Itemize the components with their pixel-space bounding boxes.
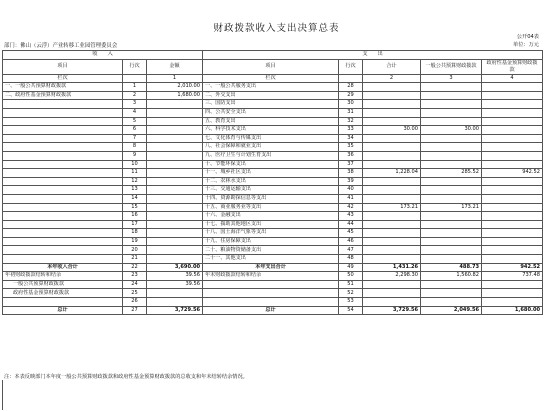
expense-total xyxy=(363,246,421,255)
expense-item: 十一、城乡社区支出 xyxy=(203,169,339,178)
expense-general-budget: 488.73 xyxy=(421,263,482,272)
income-amount xyxy=(147,220,203,229)
income-amount: 3,729.56 xyxy=(147,306,203,315)
table-row xyxy=(3,263,543,272)
expense-general-budget xyxy=(421,255,482,264)
expense-total xyxy=(363,194,421,203)
income-item xyxy=(3,143,123,152)
expense-gov-fund xyxy=(482,212,543,221)
expense-row-no: 30 xyxy=(339,100,363,109)
income-amount xyxy=(147,143,203,152)
expense-total xyxy=(363,177,421,186)
department-label: 部门：佛山（云浮）产业转移工业园管理委员会 xyxy=(4,43,118,49)
income-item xyxy=(3,160,123,169)
income-item: 政府性基金预算财政拨款 xyxy=(3,289,123,298)
expense-total xyxy=(363,108,421,117)
expense-row-no: 40 xyxy=(339,186,363,195)
income-row-no: 22 xyxy=(123,263,147,272)
table-row xyxy=(3,134,543,143)
income-row-no: 4 xyxy=(123,108,147,117)
expense-general-budget xyxy=(421,83,482,92)
expense-gov-fund xyxy=(482,255,543,264)
expense-row-no: 36 xyxy=(339,151,363,160)
expense-general-budget: 173.21 xyxy=(421,203,482,212)
expense-general-budget xyxy=(421,298,482,307)
expense-general-budget xyxy=(421,134,482,143)
income-amount xyxy=(147,194,203,203)
col-amount: 金额 xyxy=(147,59,203,74)
expense-gov-fund xyxy=(482,194,543,203)
expense-general-budget xyxy=(421,160,482,169)
expense-total: 3,729.56 xyxy=(363,306,421,315)
table-row xyxy=(3,246,543,255)
expense-gov-fund xyxy=(482,91,543,100)
expense-total xyxy=(363,212,421,221)
expense-row-no: 48 xyxy=(339,255,363,264)
income-row-no: 3 xyxy=(123,100,147,109)
income-item xyxy=(3,298,123,307)
expense-general-budget xyxy=(421,100,482,109)
income-row-no: 18 xyxy=(123,229,147,238)
col-item2: 项目 xyxy=(203,59,339,74)
income-row-no: 9 xyxy=(123,151,147,160)
expense-row-no: 37 xyxy=(339,160,363,169)
expense-row-no: 44 xyxy=(339,220,363,229)
income-row-no: 25 xyxy=(123,289,147,298)
expense-item: 十二、农林水支出 xyxy=(203,177,339,186)
expense-item: 三、国防支出 xyxy=(203,100,339,109)
income-row-no: 27 xyxy=(123,306,147,315)
income-row-no: 2 xyxy=(123,91,147,100)
col-index-2: 2 xyxy=(363,74,421,83)
table-row xyxy=(3,289,543,298)
expense-gov-fund xyxy=(482,289,543,298)
income-amount xyxy=(147,298,203,307)
expense-gov-fund xyxy=(482,100,543,109)
expense-item: 二十、粮油物资储备支出 xyxy=(203,246,339,255)
income-header: 收 入 xyxy=(3,51,203,60)
expense-item: 十九、住房保障支出 xyxy=(203,237,339,246)
expense-general-budget: 285.52 xyxy=(421,169,482,178)
expense-general-budget: 30.00 xyxy=(421,126,482,135)
income-row-no: 6 xyxy=(123,126,147,135)
income-amount xyxy=(147,160,203,169)
income-item xyxy=(3,177,123,186)
income-amount xyxy=(147,134,203,143)
table-row xyxy=(3,220,543,229)
expense-row-no: 29 xyxy=(339,91,363,100)
expense-row-no: 41 xyxy=(339,194,363,203)
expense-total xyxy=(363,289,421,298)
expense-gov-fund: 942.52 xyxy=(482,263,543,272)
expense-general-budget xyxy=(421,117,482,126)
expense-general-budget xyxy=(421,229,482,238)
expense-row-no: 53 xyxy=(339,298,363,307)
income-item xyxy=(3,117,123,126)
expense-row-no: 45 xyxy=(339,229,363,238)
income-item xyxy=(3,151,123,160)
income-amount: 2,010.00 xyxy=(147,83,203,92)
income-item: 二、政府性基金预算财政拨款 xyxy=(3,91,123,100)
expense-item: 总计 xyxy=(203,306,339,315)
income-item xyxy=(3,186,123,195)
expense-total xyxy=(363,160,421,169)
expense-item: 二十一、其他支出 xyxy=(203,255,339,264)
expense-row-no: 38 xyxy=(339,169,363,178)
report-title: 财政拨款收入支出决算总表 xyxy=(213,23,340,34)
expense-item: 九、医疗卫生与计划生育支出 xyxy=(203,151,339,160)
footnote: 注：本表反映部门本年度一般公共预算财政拨款和政府性基金预算财政拨款的总收支和年末结转结余情况。 xyxy=(4,374,248,380)
expense-total xyxy=(363,280,421,289)
expense-general-budget xyxy=(421,237,482,246)
table-row xyxy=(3,100,543,109)
expense-item: 四、公共安全支出 xyxy=(203,108,339,117)
income-row-no: 12 xyxy=(123,177,147,186)
income-row-no: 11 xyxy=(123,169,147,178)
income-item xyxy=(3,134,123,143)
expense-row-no: 51 xyxy=(339,280,363,289)
empty-cell xyxy=(123,74,147,83)
col-total: 合计 xyxy=(363,59,421,74)
income-amount xyxy=(147,177,203,186)
table-row xyxy=(3,237,543,246)
expense-item xyxy=(203,298,339,307)
expense-total xyxy=(363,237,421,246)
table-row xyxy=(3,169,543,178)
expense-general-budget xyxy=(421,108,482,117)
expense-general-budget xyxy=(421,177,482,186)
expense-general-budget xyxy=(421,151,482,160)
expense-general-budget: 2,049.56 xyxy=(421,306,482,315)
expense-gov-fund xyxy=(482,160,543,169)
expense-general-budget xyxy=(421,220,482,229)
expense-total xyxy=(363,186,421,195)
income-row-no: 24 xyxy=(123,280,147,289)
table-row xyxy=(3,160,543,169)
expense-gov-fund xyxy=(482,83,543,92)
expense-item: 二、外交支出 xyxy=(203,91,339,100)
expense-general-budget xyxy=(421,246,482,255)
expense-item: 十六、金融支出 xyxy=(203,212,339,221)
income-item xyxy=(3,126,123,135)
col-general-budget: 一般公共预算财政拨款 xyxy=(421,59,482,74)
expense-total xyxy=(363,255,421,264)
income-row-no: 21 xyxy=(123,255,147,264)
table-row xyxy=(3,117,543,126)
income-item: 一、一般公共预算财政拨款 xyxy=(3,83,123,92)
col-index-1: 1 xyxy=(147,74,203,83)
expense-general-budget xyxy=(421,289,482,298)
expense-row-no: 39 xyxy=(339,177,363,186)
col-item: 项目 xyxy=(3,59,123,74)
table-row xyxy=(3,203,543,212)
expense-item: 六、科学技术支出 xyxy=(203,126,339,135)
table-row xyxy=(3,126,543,135)
income-amount: 1,680.00 xyxy=(147,91,203,100)
income-row-no: 17 xyxy=(123,220,147,229)
expense-gov-fund xyxy=(482,220,543,229)
expense-total xyxy=(363,91,421,100)
income-amount xyxy=(147,151,203,160)
expense-item: 八、社会保障和就业支出 xyxy=(203,143,339,152)
expense-row-no: 31 xyxy=(339,108,363,117)
expense-item: 十、节能环保支出 xyxy=(203,160,339,169)
income-row-no: 14 xyxy=(123,194,147,203)
income-item xyxy=(3,203,123,212)
income-amount xyxy=(147,126,203,135)
col-row-no2: 行次 xyxy=(339,59,363,74)
table-row xyxy=(3,177,543,186)
income-item xyxy=(3,229,123,238)
expense-header: 支 出 xyxy=(203,51,543,60)
expense-item: 十七、援助其他地区支出 xyxy=(203,220,339,229)
expense-total xyxy=(363,117,421,126)
expense-gov-fund xyxy=(482,237,543,246)
expense-row-no: 49 xyxy=(339,263,363,272)
expense-gov-fund xyxy=(482,134,543,143)
expense-item: 一、一般公共服务支出 xyxy=(203,83,339,92)
expense-gov-fund xyxy=(482,126,543,135)
expense-row-no: 34 xyxy=(339,134,363,143)
income-row-no: 26 xyxy=(123,298,147,307)
expense-item: 十四、资源勘探信息等支出 xyxy=(203,194,339,203)
income-item: 本年收入合计 xyxy=(3,263,123,272)
income-item xyxy=(3,100,123,109)
expense-row-no: 42 xyxy=(339,203,363,212)
income-amount: 39.56 xyxy=(147,280,203,289)
income-amount xyxy=(147,186,203,195)
expense-gov-fund xyxy=(482,203,543,212)
income-item xyxy=(3,108,123,117)
income-amount xyxy=(147,255,203,264)
table-row xyxy=(3,194,543,203)
expense-general-budget xyxy=(421,280,482,289)
col-gov-fund: 政府性基金预算财政拨款 xyxy=(482,59,543,74)
expense-total xyxy=(363,220,421,229)
expense-general-budget xyxy=(421,212,482,221)
income-amount xyxy=(147,203,203,212)
income-row-no: 10 xyxy=(123,160,147,169)
expense-gov-fund xyxy=(482,229,543,238)
income-amount xyxy=(147,108,203,117)
income-amount xyxy=(147,100,203,109)
table-row xyxy=(3,143,543,152)
expense-gov-fund xyxy=(482,177,543,186)
income-item xyxy=(3,255,123,264)
expense-item xyxy=(203,289,339,298)
income-amount xyxy=(147,169,203,178)
income-item xyxy=(3,246,123,255)
expense-item xyxy=(203,280,339,289)
expense-total: 1,431.26 xyxy=(363,263,421,272)
table-row xyxy=(3,280,543,289)
table-row xyxy=(3,212,543,221)
income-item xyxy=(3,194,123,203)
expense-total xyxy=(363,83,421,92)
expense-gov-fund xyxy=(482,117,543,126)
expense-gov-fund xyxy=(482,143,543,152)
expense-general-budget: 1,560.82 xyxy=(421,272,482,281)
income-row-no: 8 xyxy=(123,143,147,152)
expense-total xyxy=(363,143,421,152)
expense-row-no: 50 xyxy=(339,272,363,281)
table-row xyxy=(3,83,543,92)
divider xyxy=(2,380,3,410)
col-row-no: 行次 xyxy=(123,59,147,74)
expense-row-no: 33 xyxy=(339,126,363,135)
income-item xyxy=(3,237,123,246)
income-item xyxy=(3,220,123,229)
income-amount xyxy=(147,117,203,126)
table-row xyxy=(3,255,543,264)
income-amount xyxy=(147,246,203,255)
expense-row-no: 54 xyxy=(339,306,363,315)
income-row-no: 1 xyxy=(123,83,147,92)
income-row-no: 5 xyxy=(123,117,147,126)
expense-gov-fund: 1,680.00 xyxy=(482,306,543,315)
expense-total: 2,298.30 xyxy=(363,272,421,281)
income-amount xyxy=(147,289,203,298)
income-amount xyxy=(147,237,203,246)
col-index-3: 3 xyxy=(421,74,482,83)
expense-gov-fund xyxy=(482,298,543,307)
expense-item: 十三、交通运输支出 xyxy=(203,186,339,195)
expense-row-no: 35 xyxy=(339,143,363,152)
unit-label: 单位：万元 xyxy=(513,42,539,48)
col-label-expense: 栏次 xyxy=(203,74,339,83)
income-item: 年初财政拨款结转和结余 xyxy=(3,272,123,281)
expense-gov-fund: 942.52 xyxy=(482,169,543,178)
income-amount: 3,690.00 xyxy=(147,263,203,272)
expense-general-budget xyxy=(421,186,482,195)
expense-total: 173.21 xyxy=(363,203,421,212)
expense-total: 1,228.04 xyxy=(363,169,421,178)
income-item: 总计 xyxy=(3,306,123,315)
expense-row-no: 32 xyxy=(339,117,363,126)
expense-general-budget xyxy=(421,91,482,100)
expense-gov-fund xyxy=(482,186,543,195)
expense-general-budget xyxy=(421,194,482,203)
table-row xyxy=(3,229,543,238)
income-row-no: 15 xyxy=(123,203,147,212)
income-amount: 39.56 xyxy=(147,272,203,281)
expense-gov-fund xyxy=(482,151,543,160)
income-row-no: 20 xyxy=(123,246,147,255)
income-row-no: 7 xyxy=(123,134,147,143)
expense-row-no: 43 xyxy=(339,212,363,221)
expense-gov-fund xyxy=(482,108,543,117)
expense-total xyxy=(363,134,421,143)
table-row xyxy=(3,272,543,281)
expense-gov-fund xyxy=(482,246,543,255)
income-amount xyxy=(147,229,203,238)
expense-item: 七、文化体育与传媒支出 xyxy=(203,134,339,143)
expense-gov-fund xyxy=(482,280,543,289)
expense-gov-fund: 737.48 xyxy=(482,272,543,281)
expense-total xyxy=(363,229,421,238)
form-number: 公开04表 xyxy=(516,34,539,40)
table-row xyxy=(3,298,543,307)
income-row-no: 19 xyxy=(123,237,147,246)
col-label-income: 栏次 xyxy=(3,74,123,83)
expense-item: 年末财政拨款结转和结余 xyxy=(203,272,339,281)
income-row-no: 23 xyxy=(123,272,147,281)
expense-general-budget xyxy=(421,143,482,152)
expense-item: 五、教育支出 xyxy=(203,117,339,126)
table-row xyxy=(3,306,543,315)
expense-total xyxy=(363,298,421,307)
expense-item: 本年支出合计 xyxy=(203,263,339,272)
finance-summary-table xyxy=(2,50,543,315)
empty-cell xyxy=(339,74,363,83)
income-item: 一般公共预算财政拨款 xyxy=(3,280,123,289)
table-row xyxy=(3,108,543,117)
expense-total: 30.00 xyxy=(363,126,421,135)
expense-row-no: 46 xyxy=(339,237,363,246)
income-row-no: 16 xyxy=(123,212,147,221)
income-row-no: 13 xyxy=(123,186,147,195)
expense-row-no: 28 xyxy=(339,83,363,92)
income-amount xyxy=(147,212,203,221)
table-row xyxy=(3,91,543,100)
col-index-4: 4 xyxy=(482,74,543,83)
expense-row-no: 52 xyxy=(339,289,363,298)
income-item xyxy=(3,169,123,178)
expense-total xyxy=(363,151,421,160)
expense-item: 十五、商业服务业等支出 xyxy=(203,203,339,212)
expense-total xyxy=(363,100,421,109)
income-item xyxy=(3,212,123,221)
expense-item: 十八、国土海洋气象等支出 xyxy=(203,229,339,238)
table-row xyxy=(3,151,543,160)
table-row xyxy=(3,186,543,195)
expense-row-no: 47 xyxy=(339,246,363,255)
